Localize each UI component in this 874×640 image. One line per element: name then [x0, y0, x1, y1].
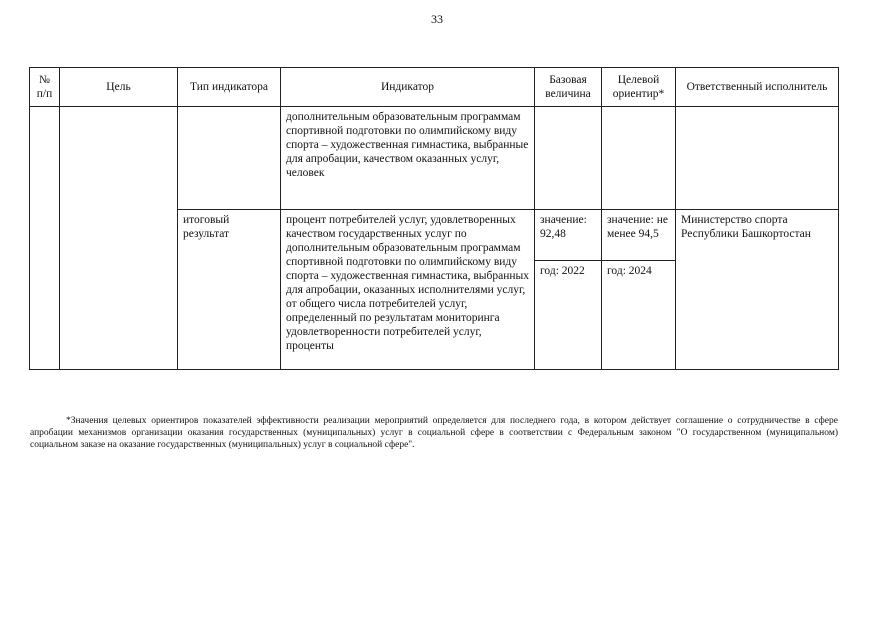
target-value-cell: значение: не менее 94,5 [602, 210, 676, 261]
goal-cell [60, 107, 178, 370]
target-year-cell: год: 2024 [602, 261, 676, 370]
header-target: Целевой ориентир* [602, 68, 676, 107]
indicator-cell: дополнительным образовательным программам спортивной подготовки по олимпийскому виду спорта – художественная гимнастика, выбранные для апробации, качеством оказанных услуг, человек [281, 107, 535, 210]
header-type: Тип индикатора [178, 68, 281, 107]
indicators-table [29, 67, 839, 370]
header-num: № п/п [30, 68, 60, 107]
responsible-cell: Министерство спорта Республики Башкортостан [676, 210, 839, 370]
table-header-row [30, 68, 839, 107]
header-indicator: Индикатор [281, 68, 535, 107]
target-cell [602, 107, 676, 210]
num-cell [30, 107, 60, 370]
table-row [30, 107, 839, 210]
base-year-cell: год: 2022 [535, 261, 602, 370]
responsible-cell [676, 107, 839, 210]
type-cell [178, 107, 281, 210]
header-goal: Цель [60, 68, 178, 107]
header-base: Базовая величина [535, 68, 602, 107]
page-number: 33 [431, 12, 443, 26]
header-responsible: Ответственный исполнитель [676, 68, 839, 107]
footnote: *Значения целевых ориентиров показателей эффективности реализации мероприятий определяется для последнего года, в котором действует соглашение о сотрудничестве в сфере апробации механизмов организации оказания государственных (муниципальных) услуг в социальной сфере в соответствии с Федеральным законом "О государственном (муниципальном) социальном заказе на оказание государственных (муниципальных) услуг в социальной сфере". [30, 416, 838, 450]
indicator-cell: процент потребителей услуг, удовлетворенных качеством государственных услуг по дополнительным образовательным программам спортивной подготовки по олимпийскому виду спорта – художественная гимнастика, выбранных для апробации, оказанных исполнителями услуг, от общего числа потребителей услуг, определенный по результатам мониторинга удовлетворенности потребителей услуг, проценты [281, 210, 535, 370]
type-cell: итоговый результат [178, 210, 281, 370]
base-cell [535, 107, 602, 210]
base-value-cell: значение: 92,48 [535, 210, 602, 261]
